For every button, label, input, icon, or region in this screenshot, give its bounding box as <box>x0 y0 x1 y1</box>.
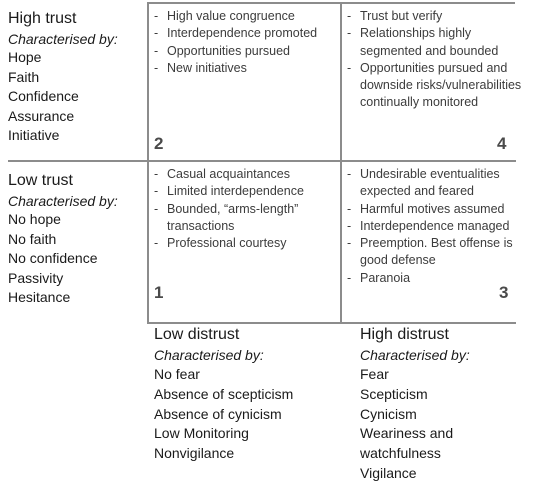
high-trust-title: High trust <box>8 10 77 27</box>
high-distrust-title: High distrust <box>360 326 449 343</box>
list-item: - Preemption. Best offense is good defense <box>345 235 525 270</box>
quadrant-3 <box>345 166 525 287</box>
low-distrust-item: Absence of cynicism <box>154 405 282 422</box>
low-distrust-item: Low Monitoring <box>154 425 249 442</box>
quadrant-4-list <box>345 8 525 112</box>
high-distrust-panel <box>360 325 480 484</box>
high-trust-subtitle: Characterised by: <box>8 31 118 47</box>
low-trust-item: Hesitance <box>8 289 71 305</box>
low-trust-item: No hope <box>8 211 61 227</box>
list-item: - Opportunities pursued <box>152 43 338 60</box>
list-item: - Casual acquaintances <box>152 166 338 183</box>
list-item: - Undesirable eventualities expected and feared <box>345 166 525 201</box>
low-trust-subtitle: Characterised by: <box>8 193 118 209</box>
list-item: - New initiatives <box>152 60 338 77</box>
low-distrust-subtitle: Characterised by: <box>154 347 264 363</box>
list-item: - Harmful motives assumed <box>345 201 525 218</box>
high-distrust-subtitle: Characterised by: <box>360 347 470 363</box>
low-trust-panel <box>8 171 148 308</box>
quadrant-3-list <box>345 166 525 287</box>
quadrant-2-list <box>152 8 338 77</box>
quadrant-2-number: 2 <box>154 134 164 153</box>
quadrant-1-number: 1 <box>154 283 164 302</box>
low-trust-item: No faith <box>8 230 57 247</box>
list-item: - Limited interdependence <box>152 183 338 200</box>
low-distrust-panel <box>154 325 334 464</box>
quadrant-1 <box>152 166 338 252</box>
low-trust-item: Passivity <box>8 269 64 286</box>
list-item: - Paranoia <box>345 270 525 287</box>
quadrant-2 <box>152 8 338 77</box>
high-distrust-item: Scepticism <box>360 385 428 402</box>
list-item: - Interdependence managed <box>345 218 525 235</box>
low-distrust-title: Low distrust <box>154 326 240 343</box>
high-trust-panel <box>8 9 148 146</box>
list-item: - Relationships highly segmented and bounded <box>345 25 525 60</box>
quadrant-3-number: 3 <box>499 283 509 302</box>
top-border <box>147 2 515 4</box>
high-trust-item: Initiative <box>8 127 60 143</box>
quadrant-4-number: 4 <box>497 134 507 153</box>
high-distrust-item: Weariness and watchfulness <box>360 425 454 462</box>
list-item: - Interdependence promoted <box>152 25 338 42</box>
list-item: - Professional courtesy <box>152 235 338 252</box>
high-distrust-item: Cynicism <box>360 405 417 422</box>
low-distrust-item: No fear <box>154 366 200 382</box>
center-vertical-divider <box>340 2 342 324</box>
low-distrust-item: Absence of scepticism <box>154 385 294 402</box>
quadrant-4 <box>345 8 525 112</box>
quadrant-1-list <box>152 166 338 252</box>
list-item: - Trust but verify <box>345 8 525 25</box>
low-trust-title: Low trust <box>8 172 73 189</box>
center-horizontal-divider <box>8 160 516 162</box>
bottom-border <box>147 322 516 324</box>
high-trust-item: Assurance <box>8 107 75 124</box>
low-trust-item: No confidence <box>8 250 98 266</box>
high-trust-item: Faith <box>8 68 40 85</box>
high-trust-item: Hope <box>8 49 42 65</box>
high-distrust-item: Vigilance <box>360 464 417 481</box>
low-distrust-item: Nonvigilance <box>154 445 235 462</box>
list-item: - Bounded, “arms-length” transactions <box>152 201 338 236</box>
list-item: - Opportunities pursued and downside risks/vulnerabilities continually monitored <box>345 60 525 112</box>
high-distrust-item: Fear <box>360 366 389 382</box>
list-item: - High value congruence <box>152 8 338 25</box>
high-trust-item: Confidence <box>8 88 79 104</box>
